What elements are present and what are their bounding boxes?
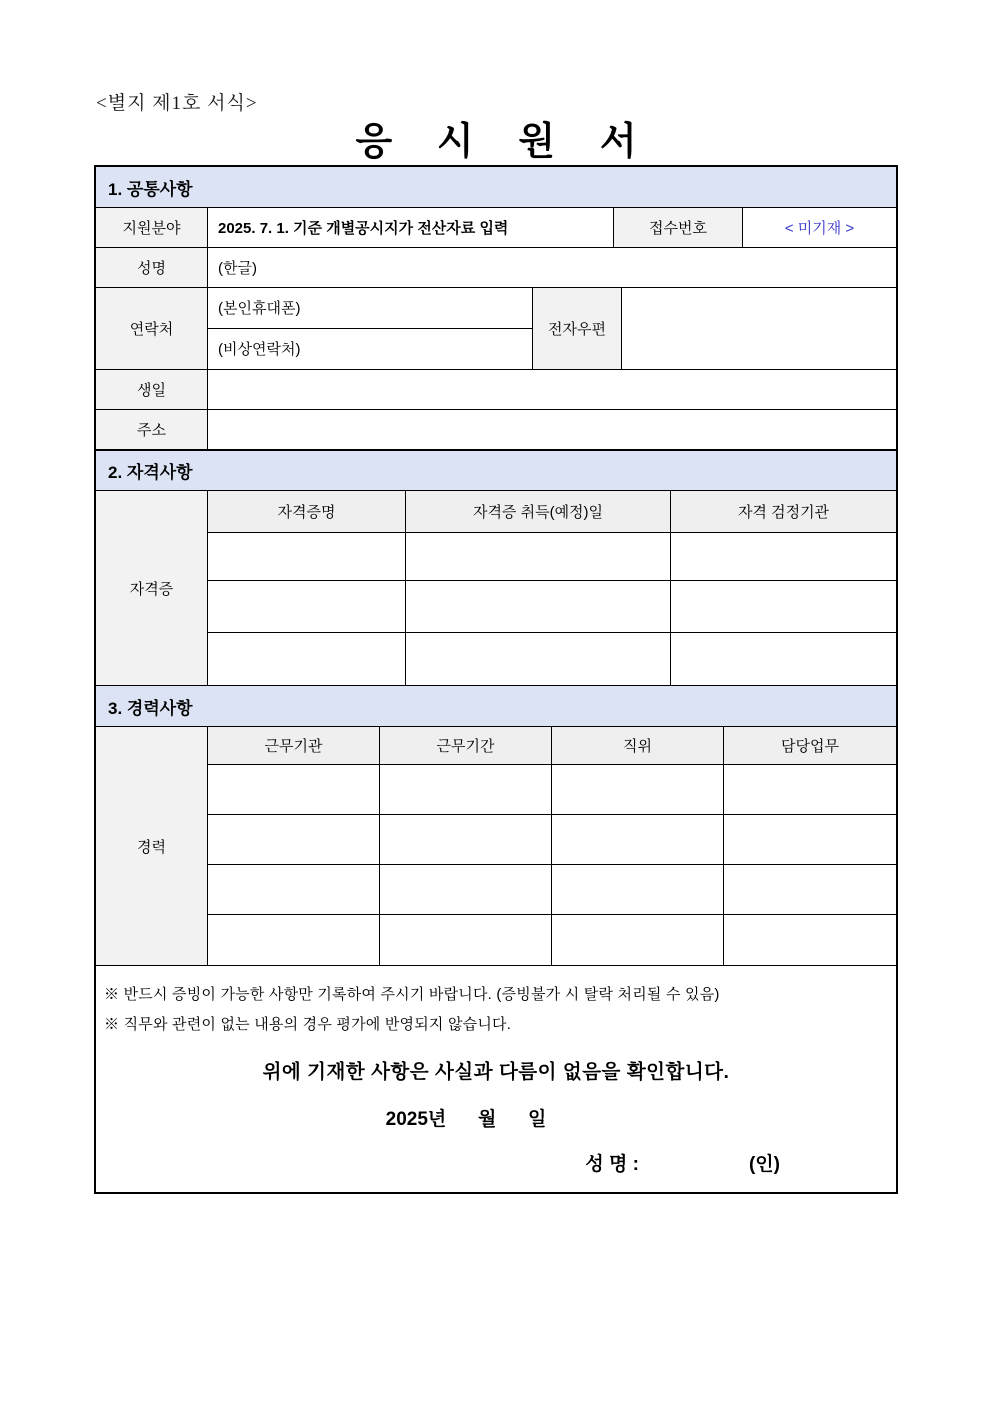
cert-agency-input-cell[interactable]	[671, 633, 896, 685]
qualification-table	[208, 491, 896, 685]
apply-field-value: 2025. 7. 1. 기준 개별공시지가 전산자료 입력	[208, 208, 614, 247]
cert-date-input-cell[interactable]	[406, 633, 671, 685]
apply-field-row	[96, 208, 896, 248]
apply-field-label: 지원분야	[96, 208, 208, 247]
address-input-cell[interactable]	[208, 410, 896, 449]
emergency-contact-input-cell[interactable]: (비상연락처)	[218, 341, 301, 359]
column-header-cert-name: 자격증명	[208, 491, 406, 532]
cert-date-input-cell[interactable]	[406, 581, 671, 632]
name-input-cell[interactable]: (한글)	[208, 248, 896, 287]
qualification-empty-row	[208, 533, 896, 581]
email-label: 전자우편	[533, 288, 622, 369]
workplace-input-cell[interactable]	[208, 915, 380, 965]
duties-input-cell[interactable]	[724, 815, 896, 864]
application-form-table	[94, 165, 898, 1194]
workplace-input-cell[interactable]	[208, 765, 380, 814]
qualification-empty-row	[208, 581, 896, 633]
work-period-input-cell[interactable]	[380, 815, 552, 864]
column-header-position: 직위	[552, 727, 724, 764]
cert-agency-input-cell[interactable]	[671, 533, 896, 580]
section1-header: 1. 공통사항	[96, 167, 896, 208]
duties-input-cell[interactable]	[724, 915, 896, 965]
work-period-input-cell[interactable]	[380, 915, 552, 965]
position-input-cell[interactable]	[552, 915, 724, 965]
signature-name-label[interactable]: 성 명 :	[585, 1154, 639, 1175]
contact-phone-cells	[208, 288, 533, 369]
duties-input-cell[interactable]	[724, 765, 896, 814]
workplace-input-cell[interactable]	[208, 865, 380, 914]
career-empty-row	[208, 765, 896, 815]
name-label: 성명	[96, 248, 208, 287]
birthday-input-cell[interactable]	[208, 370, 896, 409]
workplace-input-cell[interactable]	[208, 815, 380, 864]
address-row	[96, 410, 896, 450]
cert-name-input-cell[interactable]	[208, 581, 406, 632]
address-label: 주소	[96, 410, 208, 449]
position-input-cell[interactable]	[552, 765, 724, 814]
email-input-cell[interactable]	[622, 288, 896, 369]
career-empty-row	[208, 815, 896, 865]
career-column-headers	[208, 727, 896, 765]
cert-name-input-cell[interactable]	[208, 633, 406, 685]
career-empty-row	[208, 865, 896, 915]
phone-input-cell[interactable]: (본인휴대폰)	[208, 288, 532, 329]
column-header-work-period: 근무기간	[380, 727, 552, 764]
work-period-input-cell[interactable]	[380, 765, 552, 814]
footer-block	[96, 966, 896, 1192]
note-line-1: ※ 반드시 증빙이 가능한 사항만 기록하여 주시기 바랍니다. (증빙불가 시 탈락 처리될 수 있음)	[104, 986, 720, 1003]
duties-input-cell[interactable]	[724, 865, 896, 914]
qualification-column-headers	[208, 491, 896, 533]
section2-header: 2. 자격사항	[96, 450, 896, 491]
cert-agency-input-cell[interactable]	[671, 581, 896, 632]
birthday-label: 생일	[96, 370, 208, 409]
cert-date-input-cell[interactable]	[406, 533, 671, 580]
position-input-cell[interactable]	[552, 815, 724, 864]
seal-mark: (인)	[748, 1154, 780, 1175]
note-line-2: ※ 직무와 관련이 없는 내용의 경우 평가에 반영되지 않습니다.	[104, 1016, 512, 1033]
career-empty-row	[208, 915, 896, 965]
qualification-empty-row	[208, 633, 896, 685]
birthday-row	[96, 370, 896, 410]
signature-line	[96, 1149, 896, 1176]
career-block	[96, 727, 896, 966]
career-table	[208, 727, 896, 965]
page-title: 응 시 원 서	[355, 121, 654, 163]
declaration-date-line[interactable]: 2025년 월 일	[385, 1109, 547, 1130]
column-header-workplace: 근무기관	[208, 727, 380, 764]
section3-header: 3. 경력사항	[96, 686, 896, 727]
contact-row	[96, 288, 896, 370]
column-header-cert-date: 자격증 취득(예정)일	[406, 491, 671, 532]
contact-label: 연락처	[96, 288, 208, 369]
career-row-label: 경력	[96, 727, 208, 965]
column-header-cert-agency: 자격 검정기관	[737, 504, 830, 521]
receipt-no-value[interactable]: < 미기재 >	[743, 208, 896, 247]
qualification-block	[96, 491, 896, 686]
cert-name-input-cell[interactable]	[208, 533, 406, 580]
notice-notes	[96, 976, 896, 1040]
name-row	[96, 248, 896, 288]
column-header-duties: 담당업무	[781, 738, 839, 755]
position-input-cell[interactable]	[552, 865, 724, 914]
receipt-no-label: 접수번호	[614, 208, 743, 247]
form-number-note: <별지 제1호 서식>	[96, 93, 258, 114]
qualification-row-label: 자격증	[96, 491, 208, 685]
work-period-input-cell[interactable]	[380, 865, 552, 914]
declaration-statement: 위에 기재한 사항은 사실과 다름이 없음을 확인합니다.	[262, 1061, 730, 1083]
